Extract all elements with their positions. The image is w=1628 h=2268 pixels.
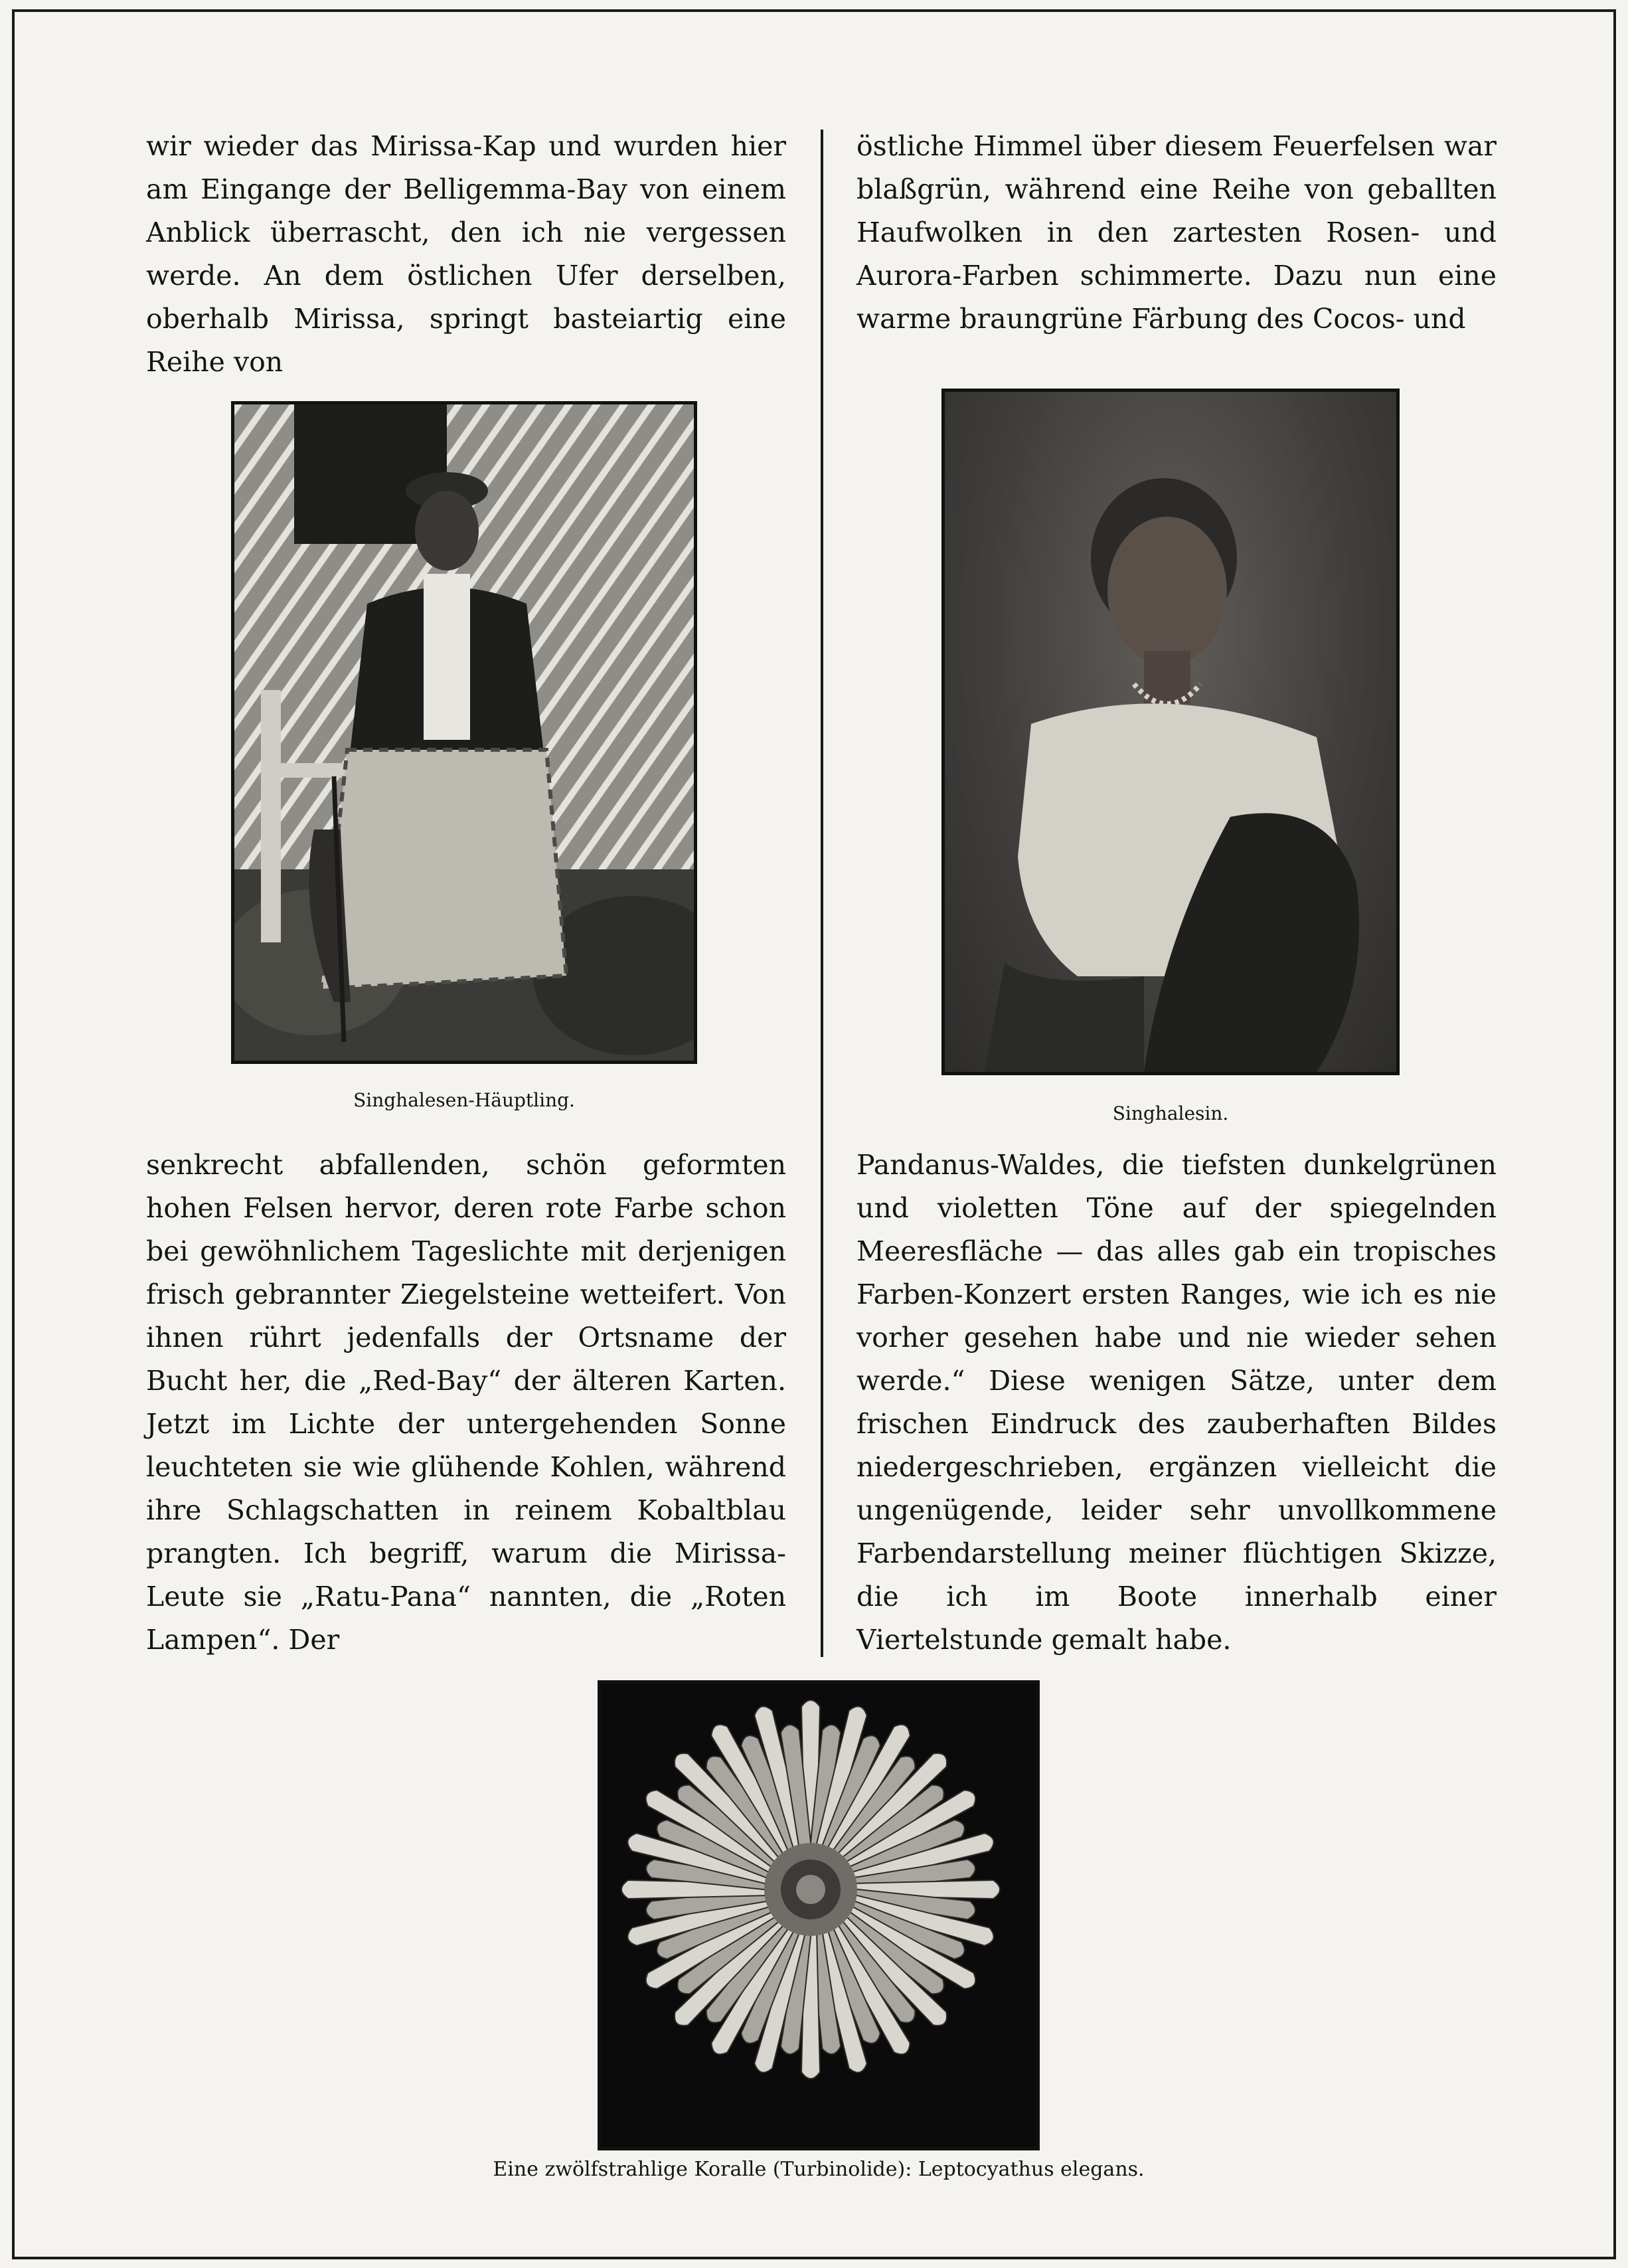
- right-column-bottom: [856, 1144, 1497, 1662]
- woman-caption: Singhalesin.: [1112, 1102, 1229, 1124]
- left-top-paragraph: wir wieder das Mirissa-Kap und wurden hier am Eingange der Belligemma-Bay von einem Anblick überrascht, den ich nie vergessen werde. An dem östlichen Ufer derselben, oberhalb Mirissa, springt basteiartig eine Reihe von: [146, 130, 786, 378]
- left-column-bottom: [146, 1144, 786, 1662]
- coral-photo-image: [601, 1684, 1036, 2147]
- column-rule: [821, 130, 823, 1657]
- left-bottom-paragraph: senkrecht abfallenden, schön geformten hohen Felsen hervor, deren rote Farbe schon bei gewöhnlichem Tageslichte mit derjenigen frisch gebrannter Ziegelsteine wetteifert. Von ihnen rührt jedenfalls der Ortsname der Bucht her, die „Red-Bay“ der älteren Karten. Jetzt im Lichte der untergehenden Sonne leuchteten sie wie glühende Kohlen, während ihre Schlagschatten in reinem Kobaltblau prangten. Ich begriff, warum die Mirissa-Leute sie „Ratu-Pana“ nannten, die „Roten Lampen“. Der: [146, 1149, 786, 1656]
- woman-photo-image: [945, 392, 1396, 1072]
- woman-photo: [941, 389, 1400, 1075]
- right-column-top: [856, 125, 1497, 341]
- right-top-paragraph: östliche Himmel über diesem Feuerfelsen war blaßgrün, während eine Reihe von geballten Haufwolken in den zartesten Rosen- und Aurora-Farben schimmerte. Dazu nun eine warme braungrüne Färbung des Cocos- und: [856, 130, 1497, 335]
- coral-caption: Eine zwölfstrahlige Koralle (Turbinolide): Leptocyathus elegans.: [493, 2158, 1145, 2181]
- chief-photo: [231, 401, 697, 1064]
- right-bottom-paragraph: Pandanus-Waldes, die tiefsten dunkelgrünen und violetten Töne auf der spiegelnden Meeresfläche — das alles gab ein tropisches Farben-Konzert ersten Ranges, wie ich es nie vorher gesehen habe und nie wieder sehen werde.“ Diese wenigen Sätze, unter dem frischen Eindruck des zauberhaften Bildes niedergeschrieben, ergänzen vielleicht die ungenügende, leider sehr unvollkommene Farbendarstellung meiner flüchtigen Skizze, die ich im Boote innerhalb einer Viertelstunde gemalt habe.: [856, 1149, 1497, 1656]
- left-column-top: [146, 125, 786, 384]
- chief-photo-image: [234, 404, 694, 1061]
- chief-caption: Singhalesen-Häuptling.: [353, 1089, 575, 1111]
- coral-photo: [598, 1680, 1040, 2150]
